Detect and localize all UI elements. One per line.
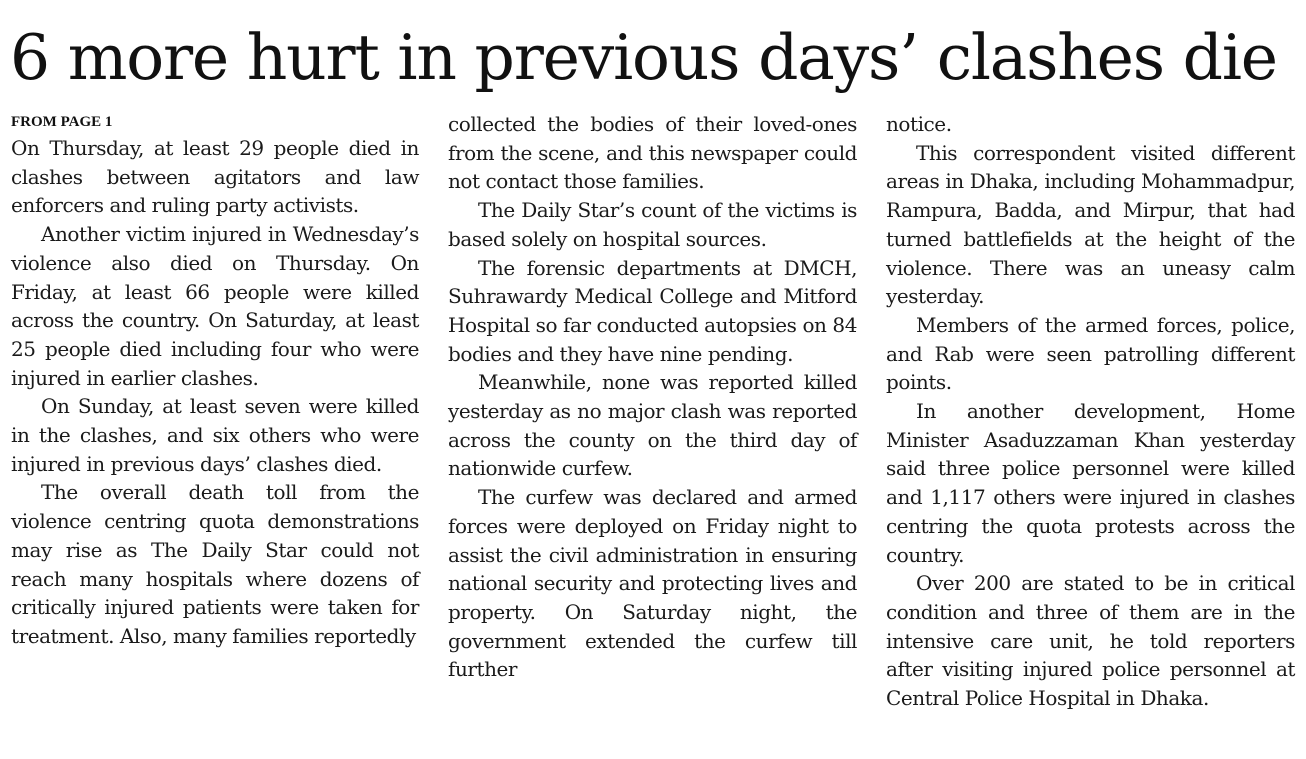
article-paragraph: collected the bodies of their loved-ones from the scene, and this newspaper could not contact those families. bbox=[448, 112, 857, 194]
article-paragraph: On Sunday, at least seven were killed in the clashes, and six others who were injured in previous days’ clashes died. bbox=[11, 394, 419, 476]
article-paragraph: The curfew was declared and armed forces were deployed on Friday night to assist the civil administration in ensuring national security and protecting lives and property. On Saturday night, the government extended the curfew till further bbox=[448, 485, 857, 682]
article-paragraph: Another victim injured in Wednesday’s violence also died on Thursday. On Friday, at least 66 people were killed across the country. On Saturday, at least 25 people died including four who were injured in earlier clashes. bbox=[11, 222, 419, 390]
article-paragraph: The overall death toll from the violence centring quota demonstrations may rise as The Daily Star could not reach many hospitals where dozens of critically injured patients were taken for treatment. Also, many families reportedly bbox=[11, 480, 419, 648]
article-paragraph: The forensic departments at DMCH, Suhrawardy Medical College and Mitford Hospital so far conducted autopsies on 84 bodies and they have nine pending. bbox=[448, 255, 857, 366]
article-paragraph: notice. bbox=[886, 112, 952, 136]
article-paragraph: Members of the armed forces, police, and Rab were seen patrolling different points. bbox=[886, 312, 1295, 395]
article-paragraph: The Daily Star’s count of the victims is based solely on hospital sources. bbox=[448, 198, 857, 251]
article-paragraph: This correspondent visited different areas in Dhaka, including Mohammadpur, Rampura, Badda, and Mirpur, that had turned battlefields at the height of the violence. There was an uneasy calm yesterday. bbox=[886, 140, 1295, 309]
article-paragraph: In another development, Home Minister Asaduzzaman Khan yesterday said three police personnel were killed and 1,117 others were injured in clashes centring the quota protests across the country. bbox=[886, 399, 1295, 567]
article-paragraph: On Thursday, at least 29 people died in clashes between agitators and law enforcers and ruling party activists. bbox=[11, 136, 419, 218]
article-paragraph: Meanwhile, none was reported killed yesterday as no major clash was reported across the county on the third day of nationwide curfew. bbox=[448, 370, 857, 481]
continuation-kicker: FROM PAGE 1 bbox=[11, 114, 113, 130]
headline: 6 more hurt in previous days’ clashes die bbox=[10, 21, 1277, 94]
article-paragraph: Over 200 are stated to be in critical condition and three of them are in the intensive care unit, he told reporters after visiting injured police personnel at Central Police Hospital in Dhaka. bbox=[886, 571, 1295, 711]
article-column-1 bbox=[11, 110, 419, 651]
article-column-2 bbox=[448, 110, 857, 684]
article-column-3 bbox=[886, 110, 1295, 713]
